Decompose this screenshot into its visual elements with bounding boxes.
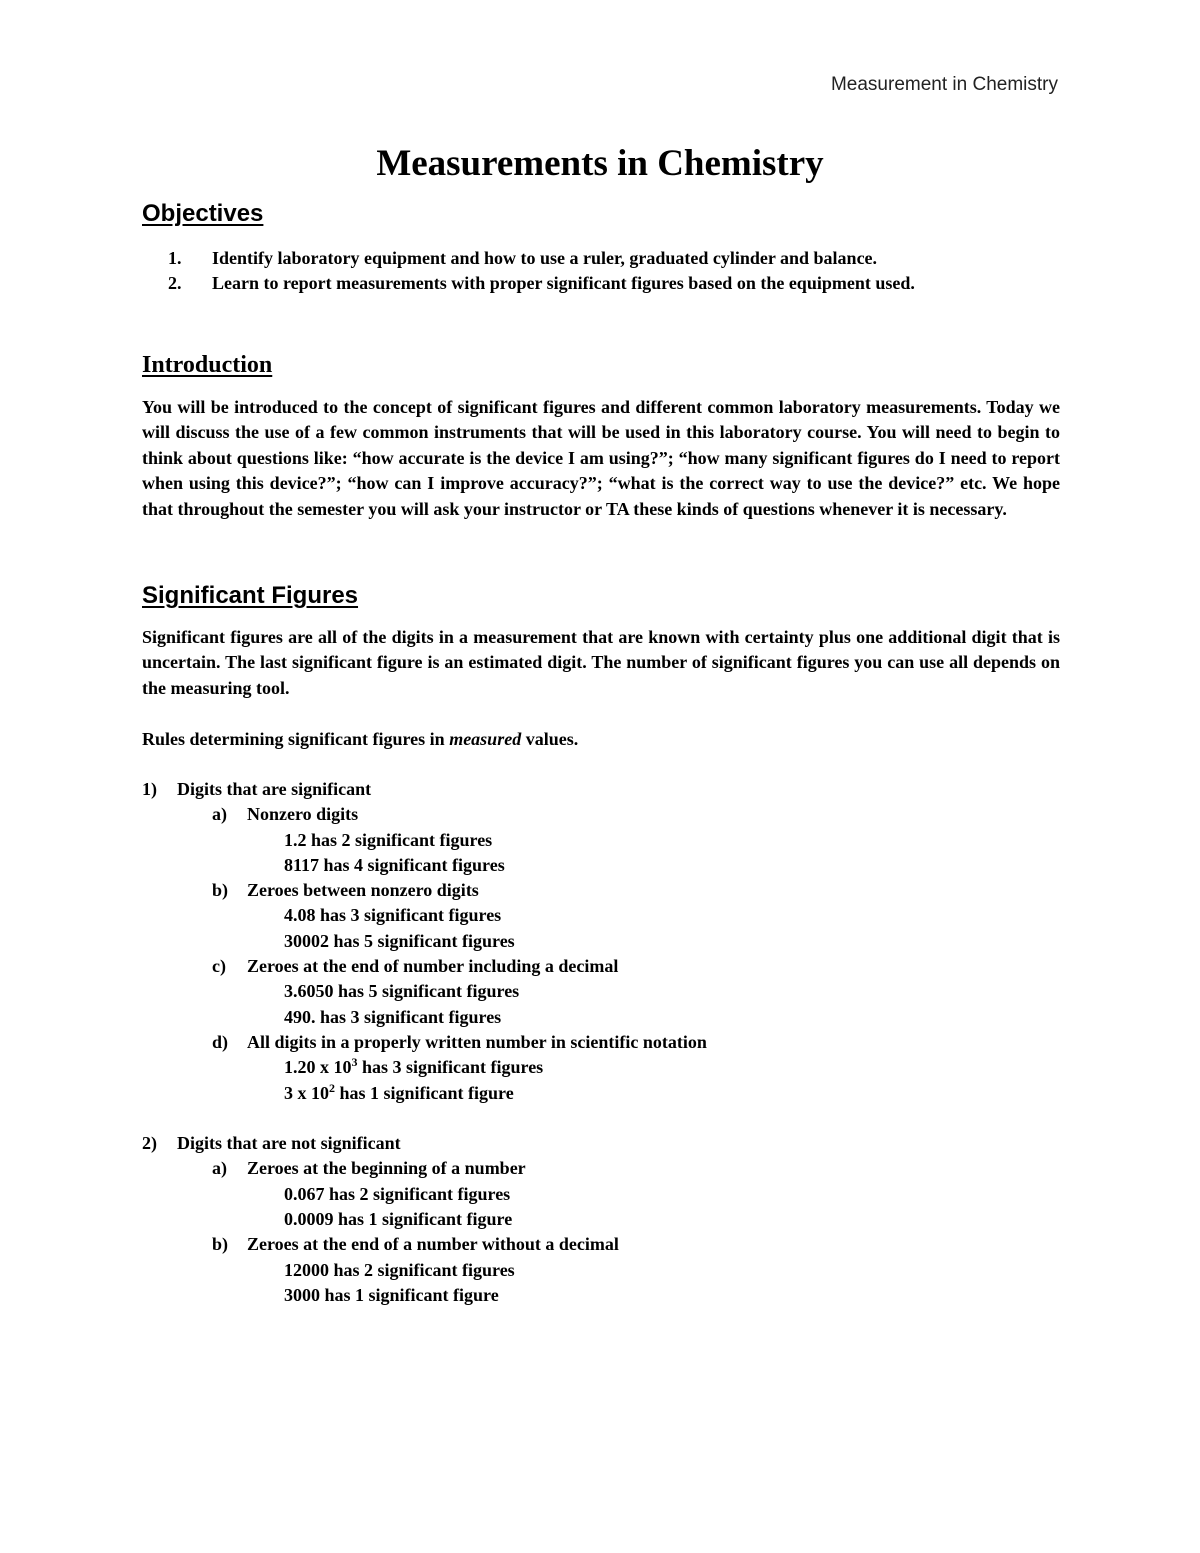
significant-figures-paragraph: Significant figures are all of the digits in a measurement that are known with certainty plus one additional digit that is uncertain. The last significant figure is an estimated digit. The number of significant figures you can use all depends on the measuring tool.: [142, 627, 1060, 698]
rule-example: [142, 1081, 707, 1106]
list-marker: a): [212, 804, 227, 825]
introduction-paragraph: You will be introduced to the concept of significant figures and different common laboratory measurements. Today we will discuss the use of a few common instruments that will be used in this laboratory course. You will need to begin to think about questions like: “how accurate is the device I am using?”; “how many significant figures do I need to report when using this device?”; “how can I improve accuracy?”; “what is the correct way to use the device?” etc. We hope that throughout the semester you will ask your instructor or TA these kinds of questions whenever it is necessary.: [142, 397, 1060, 519]
rule-example: 12000 has 2 significant figures: [284, 1259, 515, 1280]
list-marker: d): [212, 1031, 229, 1052]
rule-item: [142, 954, 707, 979]
list-marker: b): [212, 880, 229, 901]
objective-item-2: [168, 271, 915, 296]
rule-group-not-significant: [142, 1131, 707, 1156]
rule-example: 0.067 has 2 significant figures: [284, 1183, 511, 1204]
rule-group-significant: [142, 777, 707, 802]
page-title: Measurements in Chemistry: [376, 143, 824, 184]
list-marker: c): [212, 956, 226, 977]
list-marker: 2): [142, 1133, 157, 1154]
rules-intro-text-end: values.: [521, 729, 579, 749]
rule-label: Zeroes between nonzero digits: [247, 880, 479, 901]
rule-example: 0.0009 has 1 significant figure: [284, 1209, 513, 1230]
sci-rest: has 3 significant figures: [357, 1057, 544, 1078]
rule-example: 490. has 3 significant figures: [284, 1006, 502, 1027]
rule-label: Zeroes at the beginning of a number: [247, 1158, 526, 1179]
sci-rest: has 1 significant figure: [335, 1082, 514, 1103]
rule-example: 3000 has 1 significant figure: [284, 1284, 499, 1305]
rule-example: 3.6050 has 5 significant figures: [284, 981, 520, 1002]
objective-number: 2.: [168, 273, 182, 293]
list-marker: b): [212, 1234, 229, 1255]
objective-text: Identify laboratory equipment and how to use a ruler, graduated cylinder and balance.: [212, 248, 878, 268]
rule-example: 30002 has 5 significant figures: [284, 930, 515, 951]
significant-rules-list: [142, 777, 707, 1308]
objective-number: 1.: [168, 248, 182, 268]
sci-base: 3 x 10: [284, 1082, 329, 1103]
significant-figures-heading: Significant Figures: [142, 582, 359, 609]
rule-example: 8117 has 4 significant figures: [284, 854, 505, 875]
rule-example: 4.08 has 3 significant figures: [284, 905, 502, 926]
rules-intro: [142, 727, 1060, 752]
rule-group-label: Digits that are significant: [177, 779, 372, 799]
rule-item: [142, 802, 707, 827]
rules-intro-text: Rules determining significant figures in: [142, 729, 450, 749]
objective-text: Learn to report measurements with proper significant figures based on the equipment used.: [212, 273, 915, 293]
introduction-heading: Introduction: [142, 352, 273, 378]
rule-example: [142, 1055, 707, 1080]
rule-item: [142, 1030, 707, 1055]
sci-exponent: 3: [351, 1055, 358, 1070]
rules-intro-emphasis: measured: [449, 729, 522, 749]
rule-item: [142, 1232, 707, 1257]
list-marker: a): [212, 1158, 227, 1179]
objectives-heading: Objectives: [142, 200, 264, 227]
rule-group-label: Digits that are not significant: [177, 1133, 401, 1154]
rule-item: [142, 1156, 707, 1181]
objective-item-1: [168, 246, 877, 271]
rule-label: Zeroes at the end of a number without a decimal: [247, 1234, 619, 1255]
rule-item: [142, 878, 707, 903]
sci-base: 1.20 x 10: [284, 1057, 352, 1078]
list-marker: 1): [142, 779, 157, 799]
rule-label: Zeroes at the end of number including a decimal: [247, 956, 619, 977]
sci-exponent: 2: [329, 1080, 335, 1095]
running-header: Measurement in Chemistry: [830, 74, 1058, 95]
rule-label: Nonzero digits: [247, 804, 359, 825]
rule-label: All digits in a properly written number in scientific notation: [247, 1031, 707, 1052]
rule-example: 1.2 has 2 significant figures: [284, 829, 493, 850]
